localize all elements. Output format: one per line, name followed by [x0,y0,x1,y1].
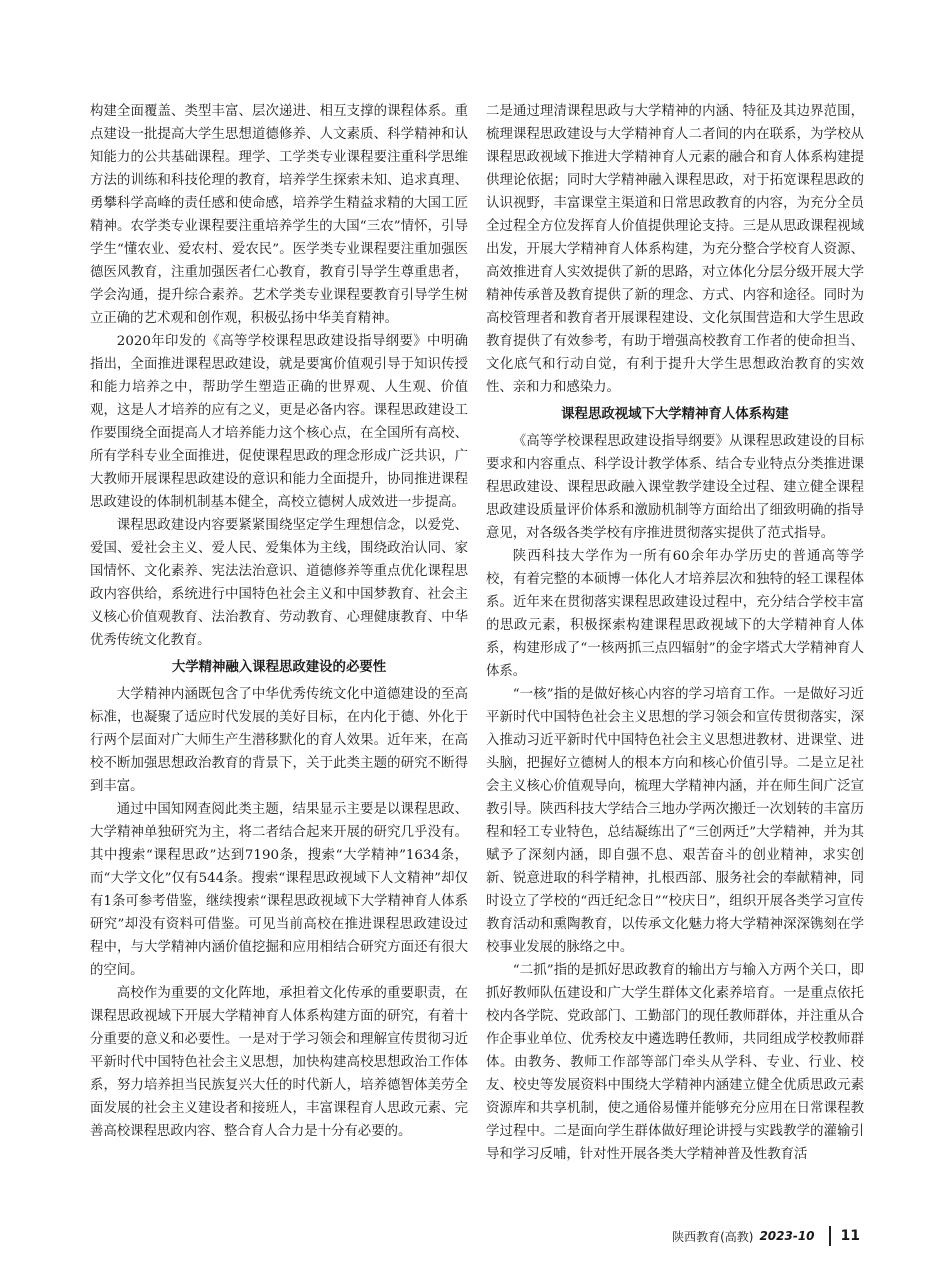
page-footer [672,1225,860,1247]
body-paragraph: “一核”指的是做好核心内容的学习培育工作。一是做好习近平新时代中国特色社会主义思想的学习领会和宣传贯彻落实，深入推动习近平新时代中国特色社会主义思想进教材、进课堂、进头脑，把握好立德树人的根本方向和核心价值引导。二是立足社会主义核心价值观导向，梳理大学精神内涵，并在师生间广泛宣教引导。陕西科技大学结合三地办学两次搬迁一次划转的丰富历程和轻工专业特色，总结凝练出了“三创两迁”大学精神，并为其赋予了深刻内涵，即自强不息、艰苦奋斗的创业精神，求实创新、锐意进取的科学精神，扎根西部、服务社会的奉献精神，同时设立了学校的“西迁纪念日”“校庆日”，组织开展各类学习宣传教育活动和熏陶教育，以传承文化魅力将大学精神深深镌刻在学校事业发展的脉络之中。 [486,687,864,955]
right-column [486,100,864,1166]
body-paragraph: 课程思政建设内容要紧紧围绕坚定学生理想信念，以爱党、爱国、爱社会主义、爱人民、爱集体为主线，围绕政治认同、家国情怀、文化素养、宪法法治意识、道德修养等重点优化课程思政内容供给，系统进行中国特色社会主义和中国梦教育、社会主义核心价值观教育、法治教育、劳动教育、心理健康教育、中华优秀传统文化教育。 [90,518,468,648]
body-paragraph: 二是通过理清课程思政与大学精神的内涵、特征及其边界范围，梳理课程思政建设与大学精神育人二者间的内在联系，为学校从课程思政视域下推进大学精神育人元素的融合和育人体系构建提供理论依据；同时大学精神融入课程思政，对于拓宽课程思政的认识视野，丰富课堂主渠道和日常思政教育的内容，为充分全员全过程全方位发挥育人价值提供理论支持。三是从思政课程视域出发，开展大学精神育人体系构建，为充分整合学校育人资源、高效推进育人实效提供了新的思路，对立体化分层分级开展大学精神传承普及教育提供了新的理念、方式、内容和途径。同时为高校管理者和教育者开展课程建设、文化氛围营造和大学生思政教育提供了有效参考，有助于增强高校教育工作者的使命担当、文化底气和行动自觉，有利于提升大学生思想政治教育的实效性、亲和力和感染力。 [486,104,864,395]
journal-name: 陕西教育(高教) [672,1229,754,1244]
page-number: 11 [840,1228,860,1244]
body-paragraph: 陕西科技大学作为一所有60余年办学历史的普通高等学校，有着完整的本硕博一体化人才培养层次和独特的轻工课程体系。近年来在贯彻落实课程思政建设过程中，充分结合学校丰富的思政元素，积极探索构建课程思政视域下的大学精神育人体系，构建形成了“一核两抓三点四辐射”的金字塔式大学精神育人体系。 [486,549,864,679]
left-column [90,100,468,1143]
body-paragraph: 《高等学校课程思政建设指导纲要》从课程思政建设的目标要求和内容重点、科学设计教学体系、结合专业特点分类推进课程思政建设、课程思政融入课堂教学建设全过程、建立健全课程思政建设质量评价体系和激励机制等方面给出了细致明确的指导意见，对各级各类学校有序推进贯彻落实提供了范式指导。 [486,434,864,541]
footer-divider [829,1226,831,1246]
body-paragraph: 大学精神内涵既包含了中华优秀传统文化中道德建设的至高标准，也凝聚了适应时代发展的美好目标，在内化于德、外化于行两个层面对广大师生产生潜移默化的育人效果。近年来，在高校不断加强思想政治教育的背景下，关于此类主题的研究不断得到丰富。 [90,687,468,794]
section-heading: 课程思政视域下大学精神育人体系构建 [561,407,789,422]
issue-label: 2023-10 [759,1229,815,1243]
body-paragraph: “二抓”指的是抓好思政教育的输出方与输入方两个关口，即抓好教师队伍建设和广大学生群体文化素养培育。一是重点依托校内各学院、党政部门、工勤部门的现任教师群体，并注重从合作企事业单位、优秀校友中遴选聘任教师，共同组成学校教师群体。由教务、教师工作部等部门牵头从学科、专业、行业、校友、校史等发展资料中围绕大学精神内涵建立健全优质思政元素资源库和共享机制，使之通俗易懂并能够充分应用在日常课程教学过程中。二是面向学生群体做好理论讲授与实践教学的灌输引导和学习反哺，针对性开展各类大学精神普及性教育活 [486,963,864,1162]
body-paragraph: 构建全面覆盖、类型丰富、层次递进、相互支撑的课程体系。重点建设一批提高大学生思想道德修养、人文素质、科学精神和认知能力的公共基础课程。理学、工学类专业课程要注重科学思维方法的训练和科技伦理的教育，培养学生探索未知、追求真理、勇攀科学高峰的责任感和使命感，培养学生精益求精的大国工匠精神。农学类专业课程要注重培养学生的大国“三农”情怀，引导学生“懂农业、爱农村、爱农民”。医学类专业课程要注重加强医德医风教育，注重加强医者仁心教育，教育引导学生尊重患者，学会沟通，提升综合素养。艺术学类专业课程要教育引导学生树立正确的艺术观和创作观，积极弘扬中华美育精神。 [90,104,468,326]
body-paragraph: 高校作为重要的文化阵地，承担着文化传承的重要职责，在课程思政视域下开展大学精神育人体系构建方面的研究，有着十分重要的意义和必要性。一是对于学习领会和理解宣传贯彻习近平新时代中国特色社会主义思想，加快构建高校思想政治工作体系，努力培养担当民族复兴大任的时代新人，培养德智体美劳全面发展的社会主义建设者和接班人，丰富课程育人思政元素、完善高校课程思政内容、整合育人合力是十分有必要的。 [90,986,468,1139]
section-heading: 大学精神融入课程思政建设的必要性 [171,660,387,675]
body-paragraph: 通过中国知网查阅此类主题，结果显示主要是以课程思政、大学精神单独研究为主，将二者结合起来开展的研究几乎没有。其中搜索“课程思政”达到7190条，搜索“大学精神”1634条，而“大学文化”仅有544条。搜索“课程思政视域下人文精神”却仅有1条可参考借鉴，继续搜索“课程思政视域下大学精神育人体系研究”却没有资料可借鉴。可见当前高校在推进课程思政建设过程中，与大学精神内涵价值挖掘和应用相结合研究方面还有很大的空间。 [90,802,468,978]
body-paragraph: 2020年印发的《高等学校课程思政建设指导纲要》中明确指出，全面推进课程思政建设，就是要寓价值观引导于知识传授和能力培养之中，帮助学生塑造正确的世界观、人生观、价值观，这是人才培养的应有之义，更是必备内容。课程思政建设工作要围绕全面提高人才培养能力这个核心点，在全国所有高校、所有学科专业全面推进，促使课程思政的理念形成广泛共识，广大教师开展课程思政建设的意识和能力全面提升，协同推进课程思政建设的体制机制基本健全，高校立德树人成效进一步提高。 [90,334,468,510]
